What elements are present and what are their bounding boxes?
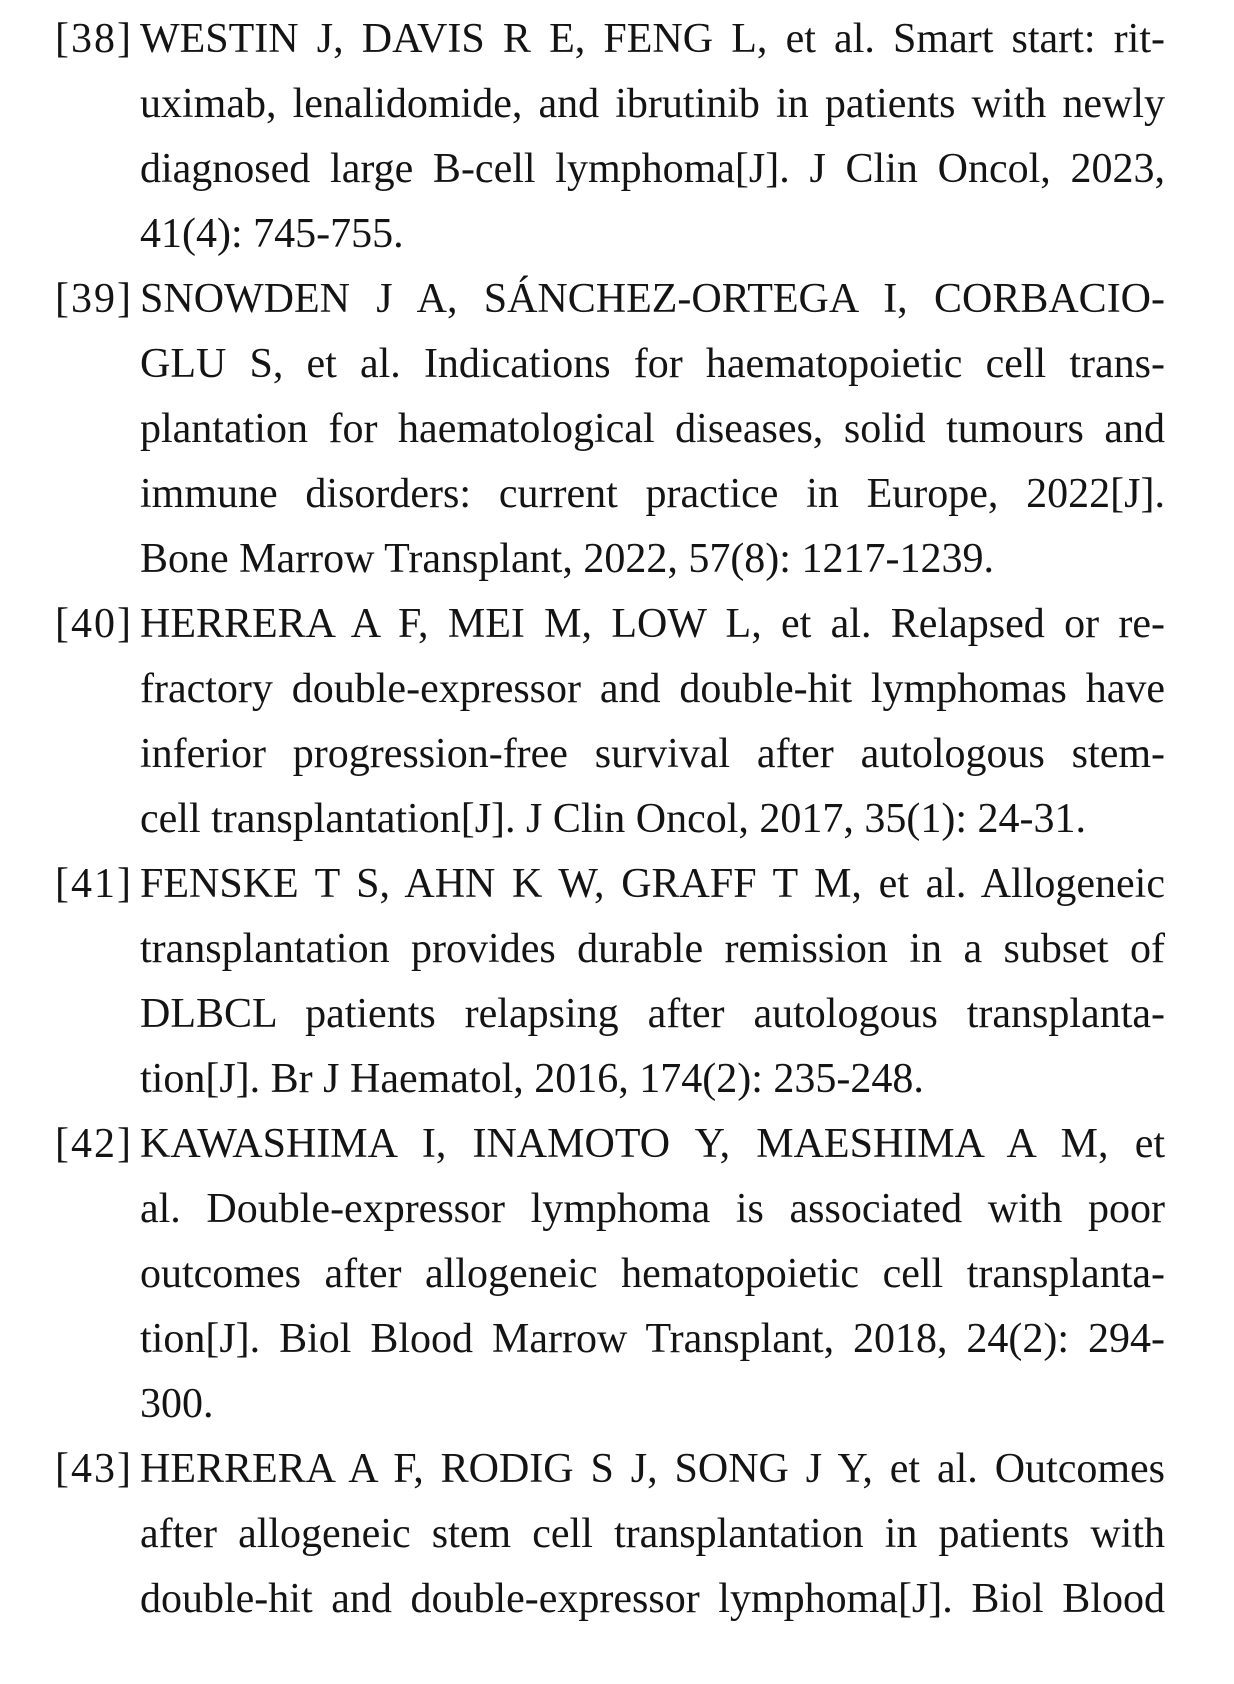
reference-number: [40] [55, 601, 133, 647]
reference-line: cell transplantation[J]. J Clin Oncol, 2017, 35(1): 24-31. [140, 796, 1087, 842]
reference-body [140, 1112, 1165, 1437]
reference-line: 41(4): 745-755. [140, 211, 404, 257]
reference-body [140, 852, 1165, 1112]
reference-line: tion[J]. Br J Haematol, 2016, 174(2): 235-248. [140, 1056, 924, 1102]
reference-line: diagnosed large B-cell lymphoma[J]. J Clin Oncol, 2023, [140, 146, 1165, 192]
reference-line: transplantation provides durable remission in a subset of [140, 926, 1165, 972]
reference-line: fractory double-expressor and double-hit lymphomas have [140, 666, 1165, 712]
reference-number: [42] [55, 1121, 133, 1167]
reference-line: WESTIN J, DAVIS R E, FENG L, et al. Smart start: rit- [140, 16, 1165, 62]
reference-line: HERRERA A F, MEI M, LOW L, et al. Relapsed or re- [140, 601, 1165, 647]
reference-line: SNOWDEN J A, SÁNCHEZ-ORTEGA I, CORBACIO- [140, 276, 1165, 322]
reference-list [55, 7, 1165, 1632]
reference-number: [38] [55, 16, 133, 62]
reference-line: immune disorders: current practice in Europe, 2022[J]. [140, 471, 1165, 517]
reference-line: tion[J]. Biol Blood Marrow Transplant, 2018, 24(2): 294- [140, 1316, 1165, 1362]
reference-line: uximab, lenalidomide, and ibrutinib in patients with newly [140, 81, 1165, 127]
reference-line: double-hit and double-expressor lymphoma[J]. Biol Blood [140, 1576, 1165, 1622]
reference-line: 300. [140, 1381, 214, 1427]
reference-line: KAWASHIMA I, INAMOTO Y, MAESHIMA A M, et [140, 1121, 1165, 1167]
reference-number: [43] [55, 1446, 133, 1492]
reference-line: after allogeneic stem cell transplantation in patients with [140, 1511, 1165, 1557]
reference-line: inferior progression-free survival after autologous stem- [140, 731, 1165, 777]
reference-line: GLU S, et al. Indications for haematopoietic cell trans- [140, 341, 1165, 387]
reference-number: [41] [55, 861, 133, 907]
reference-body [140, 592, 1165, 852]
reference-line: plantation for haematological diseases, solid tumours and [140, 406, 1165, 452]
reference-line: DLBCL patients relapsing after autologous transplanta- [140, 991, 1165, 1037]
reference-line: FENSKE T S, AHN K W, GRAFF T M, et al. Allogeneic [140, 861, 1165, 907]
reference-entry [55, 1112, 1165, 1437]
reference-body [140, 1437, 1165, 1632]
reference-line: HERRERA A F, RODIG S J, SONG J Y, et al. Outcomes [140, 1446, 1165, 1492]
reference-entry [55, 267, 1165, 592]
reference-number: [39] [55, 276, 133, 322]
reference-line: al. Double-expressor lymphoma is associated with poor [140, 1186, 1165, 1232]
reference-entry [55, 592, 1165, 852]
reference-entry [55, 852, 1165, 1112]
reference-line: outcomes after allogeneic hematopoietic cell transplanta- [140, 1251, 1165, 1297]
reference-line: Bone Marrow Transplant, 2022, 57(8): 1217-1239. [140, 536, 994, 582]
reference-body [140, 7, 1165, 267]
reference-body [140, 267, 1165, 592]
reference-entry [55, 1437, 1165, 1632]
reference-entry [55, 7, 1165, 267]
